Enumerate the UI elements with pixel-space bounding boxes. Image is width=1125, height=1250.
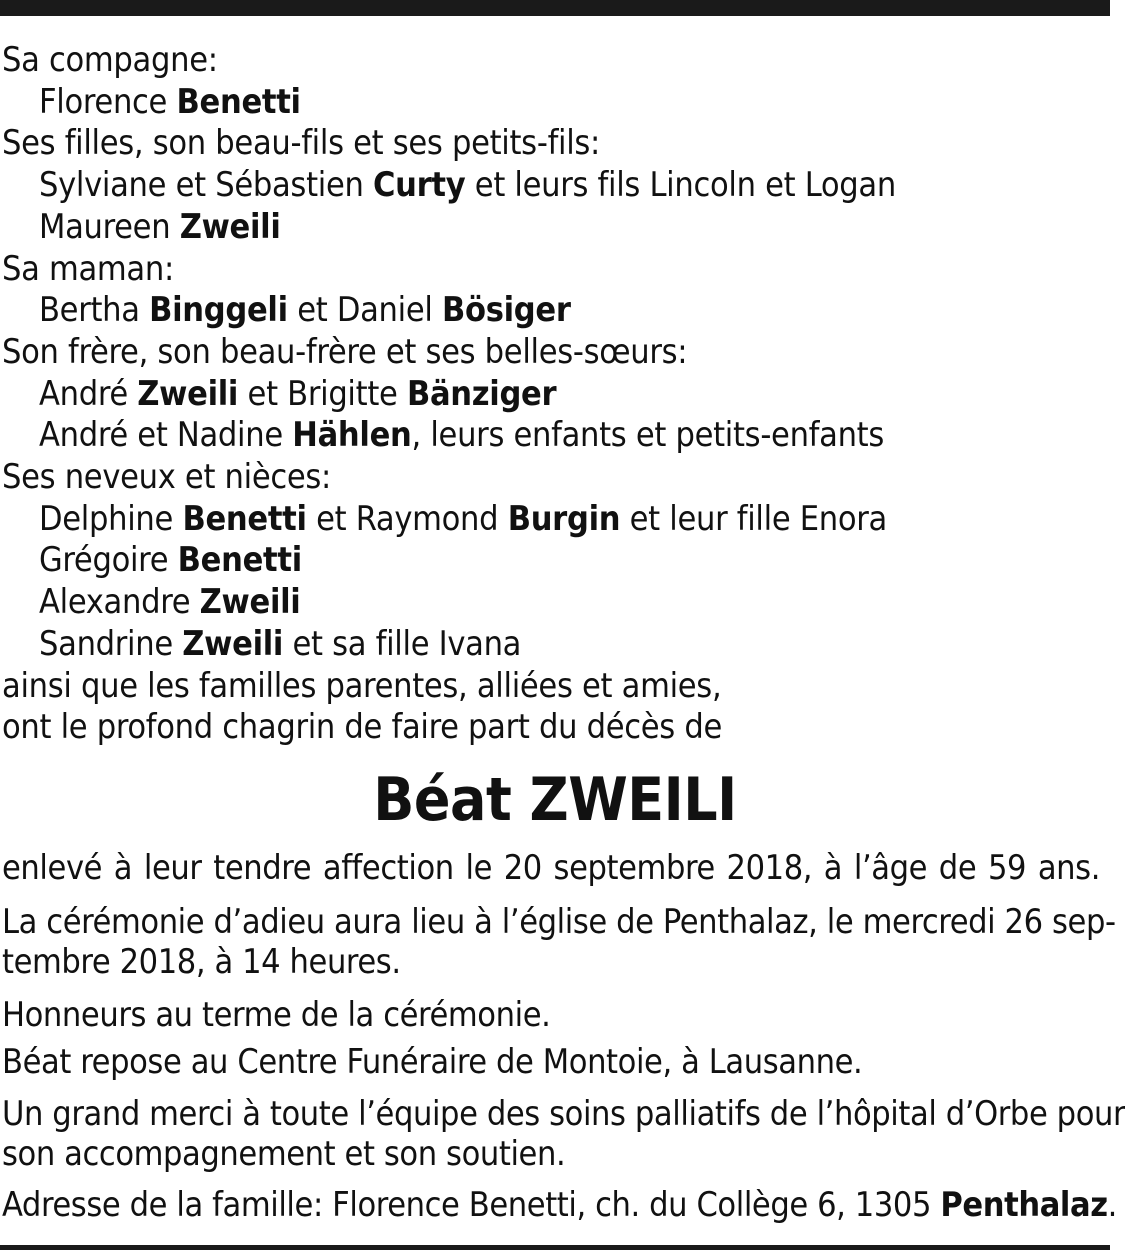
family-heading-nephews: Ses neveux et nièces: [2,457,332,498]
notice-paragraph-repose: Béat repose au Centre Funéraire de Montoie, à Lausanne. [2,1042,863,1082]
family-member-line: Delphine Benetti et Raymond Burgin et leur fille Enora [39,498,887,539]
deceased-name: Béat ZWEILI [373,765,737,835]
notice-paragraph-affection: enlevé à leur tendre affection le 20 septembre 2018, à l’âge de 59 ans. [2,848,1100,888]
family-member-line: Florence Benetti [39,81,301,122]
top-rule [0,0,1110,16]
family-heading-mother: Sa maman: [2,248,174,289]
family-member-line: Sylviane et Sébastien Curty et leurs fils Lincoln et Logan [39,165,896,206]
family-list [2,40,1102,749]
family-member-line: Alexandre Zweili [39,582,301,623]
notice-paragraph-ceremony: La cérémonie d’adieu aura lieu à l’église de Penthalaz, le mercredi 26 sep- tembre 2018, à 14 heures. [2,902,1116,982]
family-member-line: Maureen Zweili [39,206,281,247]
notice-paragraph-thanks: Un grand merci à toute l’équipe des soins palliatifs de l’hôpital d’Orbe pour son accompagnement et son soutien. [2,1094,1125,1174]
family-member-line: André Zweili et Brigitte Bänziger [39,373,557,414]
family-member-line: Bertha Binggeli et Daniel Bösiger [39,290,571,331]
family-heading-daughters: Ses filles, son beau-fils et ses petits-fils: [2,123,601,164]
family-heading-siblings: Son frère, son beau-frère et ses belles-sœurs: [2,331,688,372]
family-member-line: André et Nadine Hählen, leurs enfants et petits-enfants [39,415,884,456]
notice-paragraph-address: Adresse de la famille: Florence Benetti, ch. du Collège 6, 1305 Penthalaz. [2,1185,1117,1225]
family-closing-line: ont le profond chagrin de faire part du décès de [2,707,723,748]
notice-paragraph-honours: Honneurs au terme de la cérémonie. [2,995,551,1035]
family-closing-line: ainsi que les familles parentes, alliées et amies, [2,665,722,706]
family-member-line: Sandrine Zweili et sa fille Ivana [39,623,522,664]
family-heading-companion: Sa compagne: [2,40,218,80]
bottom-rule [0,1245,1110,1250]
family-member-line: Grégoire Benetti [39,540,302,581]
